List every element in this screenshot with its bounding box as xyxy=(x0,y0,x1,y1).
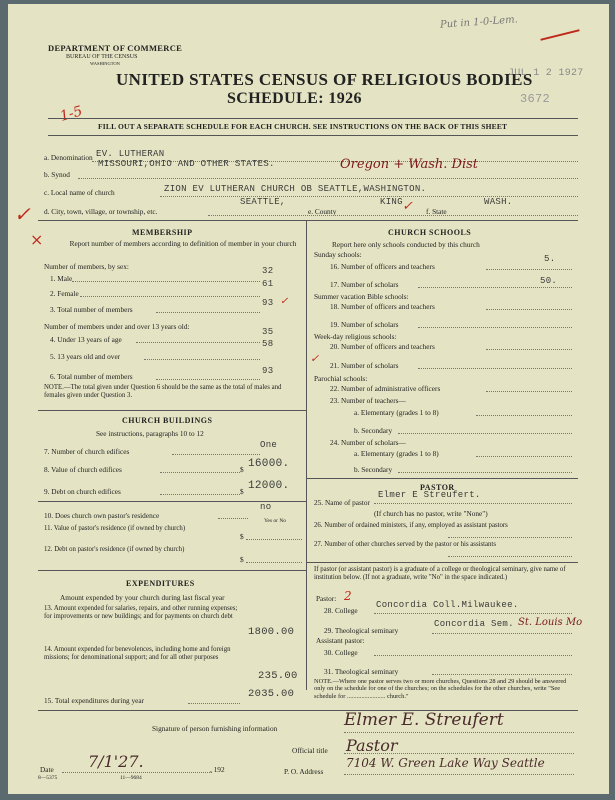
q6-value: 93 xyxy=(262,366,274,376)
q16-value: 5. xyxy=(544,254,556,264)
q11-dollar: $ xyxy=(240,532,244,541)
q3-value: 93 xyxy=(262,298,274,308)
q24b-label: b. Secondary xyxy=(354,465,393,474)
official-title-label: Official title xyxy=(292,746,328,755)
q25-value: Elmer E Streufert. xyxy=(378,490,481,500)
q15-label: 15. Total expenditures during year xyxy=(44,696,145,705)
schools-intro: Report here only schools conducted by this church xyxy=(332,240,480,249)
q20-label: 20. Number of officers and teachers xyxy=(330,342,435,351)
q28-label: 28. College xyxy=(324,606,358,615)
q15-value: 2035.00 xyxy=(248,688,295,700)
q1-label: 1. Male xyxy=(50,274,73,283)
q14-label: 14. Amount expended for benevolences, including home and foreign missions; for denominational support; and for all other purposes xyxy=(44,646,231,661)
church-name-label: c. Local name of church xyxy=(44,188,115,197)
q28-value: Concordia Coll.Milwaukee. xyxy=(376,600,519,610)
pastor-subheading: Pastor: xyxy=(316,594,337,603)
members-by-sex-label: Number of members, by sex: xyxy=(44,262,129,271)
sunday-schools-label: Sunday schools: xyxy=(314,250,362,259)
membership-intro: Report number of members according to definition of member in your church xyxy=(69,239,297,248)
received-stamp-number: 3672 xyxy=(520,92,551,106)
q1-value: 32 xyxy=(262,266,274,276)
synod-label: b. Synod xyxy=(44,170,70,179)
q13-value: 1800.00 xyxy=(248,626,295,638)
q24-label: 24. Number of scholars— xyxy=(330,438,406,447)
q14-value: 235.00 xyxy=(258,670,298,682)
department-name: DEPARTMENT OF COMMERCE xyxy=(48,43,183,53)
q4-label: 4. Under 13 years of age xyxy=(50,335,122,344)
q5-label: 5. 13 years old and over xyxy=(50,352,121,361)
state-label: f. State xyxy=(426,207,447,216)
denomination-value: EV. LUTHERAN xyxy=(96,149,165,159)
schedule-title: UNITED STATES CENSUS OF RELIGIOUS BODIES xyxy=(116,70,533,89)
q10-label: 10. Does church own pastor's residence xyxy=(44,511,160,520)
q13-label: 13. Amount expended for salaries, repairs, and other running expenses; for improvements or new buildings; and for payments on church debt xyxy=(44,605,238,620)
q22-label: 22. Number of administrative officers xyxy=(330,384,441,393)
bureau-name: BUREAU OF THE CENSUS xyxy=(66,54,138,60)
date-value: 7/1'27. xyxy=(88,752,144,771)
state-value: WASH. xyxy=(484,197,513,207)
q29-label: 29. Theological seminary xyxy=(324,626,399,635)
q2-value: 61 xyxy=(262,279,274,289)
instruction-line: FILL OUT A SEPARATE SCHEDULE FOR EACH CHURCH. SEE INSTRUCTIONS ON THE BACK OF THIS SHEET xyxy=(98,122,508,131)
q9-label: 9. Debt on church edifices xyxy=(44,487,121,496)
church-name-value: ZION EV LUTHERAN CHURCH OB SEATTLE,WASHINGTON. xyxy=(164,184,427,194)
q8-label: 8. Value of church edifices xyxy=(44,465,122,474)
schools-heading: CHURCH SCHOOLS xyxy=(388,228,472,237)
graduate-note: If pastor (or assistant pastor) is a graduate of a college or theological seminary, give name of institution below. (If not a graduate, write "No" in the space indicated.) xyxy=(314,566,566,581)
margin-x-mark: × xyxy=(30,230,44,249)
q10-value: no xyxy=(260,502,272,512)
assistant-pastor-subheading: Assistant pastor: xyxy=(316,636,365,645)
q29-handwritten: St. Louis Mo xyxy=(518,617,583,628)
buildings-intro: See instructions, paragraphs 10 to 12 xyxy=(96,429,204,438)
q31-label: 31. Theological seminary xyxy=(324,667,399,676)
address-value: 7104 W. Green Lake Way Seattle xyxy=(346,756,545,770)
q18-label: 18. Number of officers and teachers xyxy=(330,302,435,311)
q21-check-mark: ✓ xyxy=(310,352,320,365)
county-label: e. County xyxy=(308,207,337,216)
county-check-mark: ✓ xyxy=(402,199,413,214)
signature-value: Elmer E. Streufert xyxy=(344,710,504,730)
q17-label: 17. Number of scholars xyxy=(330,280,399,289)
q10-hint: Yes or No xyxy=(264,518,287,524)
q4-value: 35 xyxy=(262,327,274,337)
red-tick-mark xyxy=(540,29,579,41)
q26-label: 26. Number of ordained ministers, if any, employed as assistant pastors xyxy=(314,522,508,529)
schedule-subtitle: SCHEDULE: 1926 xyxy=(227,90,362,107)
membership-heading: MEMBERSHIP xyxy=(132,228,193,237)
q30-label: 30. College xyxy=(324,648,358,657)
expenditures-heading: EXPENDITURES xyxy=(126,579,195,588)
received-stamp-date: JUL 1 2 1927 xyxy=(508,68,584,79)
census-schedule-sheet xyxy=(8,4,609,794)
q24a-label: a. Elementary (grades 1 to 8) xyxy=(354,449,439,458)
weekday-schools-label: Week-day religious schools: xyxy=(314,332,397,341)
q8-value: 16000. xyxy=(248,458,290,470)
address-label: P. O. Address xyxy=(284,767,324,776)
q25-label: 25. Name of pastor xyxy=(314,498,370,507)
vacation-schools-label: Summer vacation Bible schools: xyxy=(314,292,409,301)
q21-label: 21. Number of scholars xyxy=(330,361,399,370)
q25-hint: (If church has no pastor, write "None") xyxy=(374,509,488,518)
bureau-location: WASHINGTON xyxy=(90,61,120,66)
q3-check-mark: ✓ xyxy=(280,296,289,307)
official-title-value: Pastor xyxy=(346,736,398,755)
q27-label: 27. Number of other churches served by the pastor or his assistants xyxy=(314,541,496,548)
expenditures-intro: Amount expended by your church during last fiscal year xyxy=(60,593,225,602)
city-label: d. City, town, village, or township, etc. xyxy=(44,207,158,216)
q12-dollar: $ xyxy=(240,555,244,564)
q7-label: 7. Number of church edifices xyxy=(44,447,130,456)
denomination-label: a. Denomination xyxy=(44,153,93,162)
signature-label: Signature of person furnishing information xyxy=(152,724,278,733)
top-annotation: Put in 1-0-Lem. xyxy=(439,14,519,31)
membership-note: NOTE.—The total given under Question 6 should be the same as the total of males and females given under Question 3. xyxy=(44,384,282,399)
q29-value: Concordia Sem. xyxy=(434,619,514,629)
pastor-red-mark: 2 xyxy=(344,589,352,603)
q3-label: 3. Total number of members xyxy=(50,305,133,314)
pastor-heading: PASTOR xyxy=(420,483,455,492)
buildings-heading: CHURCH BUILDINGS xyxy=(122,416,213,425)
margin-mark: 1-5 xyxy=(58,103,85,125)
q5-value: 58 xyxy=(262,339,274,349)
q23-label: 23. Number of teachers— xyxy=(330,396,406,405)
q2-label: 2. Female xyxy=(50,289,79,298)
q23a-label: a. Elementary (grades 1 to 8) xyxy=(354,408,439,417)
age-intro-label: Number of members under and over 13 years old: xyxy=(44,322,190,331)
parochial-schools-label: Parochial schools: xyxy=(314,374,368,383)
q8-dollar: $ xyxy=(240,465,244,474)
q7-value: One xyxy=(260,440,278,450)
city-value: SEATTLE, xyxy=(240,197,286,207)
synod-value: MISSOURI,OHIO AND OTHER STATES. xyxy=(98,159,275,169)
q16-label: 16. Number of officers and teachers xyxy=(330,262,435,271)
form-code-2: 11—9684 xyxy=(120,775,142,781)
form-code: 8—5375 xyxy=(38,775,58,781)
q9-value: 12000. xyxy=(248,480,290,492)
date-year-suffix: , 192 xyxy=(210,765,225,774)
pastor-note: NOTE.—Where one pastor serves two or more churches, Questions 28 and 29 should be answered only on the schedule for one of the churches; on the schedules for the other churches, write "See schedule for ........................ church." xyxy=(314,678,567,700)
q19-label: 19. Number of scholars xyxy=(330,320,399,329)
county-value: KING xyxy=(380,197,403,207)
q23b-label: b. Secondary xyxy=(354,426,393,435)
q6-label: 6. Total number of members xyxy=(50,372,133,381)
date-label: Date xyxy=(40,765,54,774)
margin-check-mark: ✓ xyxy=(14,202,31,226)
q9-dollar: $ xyxy=(240,487,244,496)
q17-value: 50. xyxy=(540,276,558,286)
synod-handwritten: Oregon + Wash. Dist xyxy=(340,157,479,172)
q11-label: 11. Value of pastor's residence (if owned by church) xyxy=(44,525,186,532)
q12-label: 12. Debt on pastor's residence (if owned by church) xyxy=(44,546,185,553)
